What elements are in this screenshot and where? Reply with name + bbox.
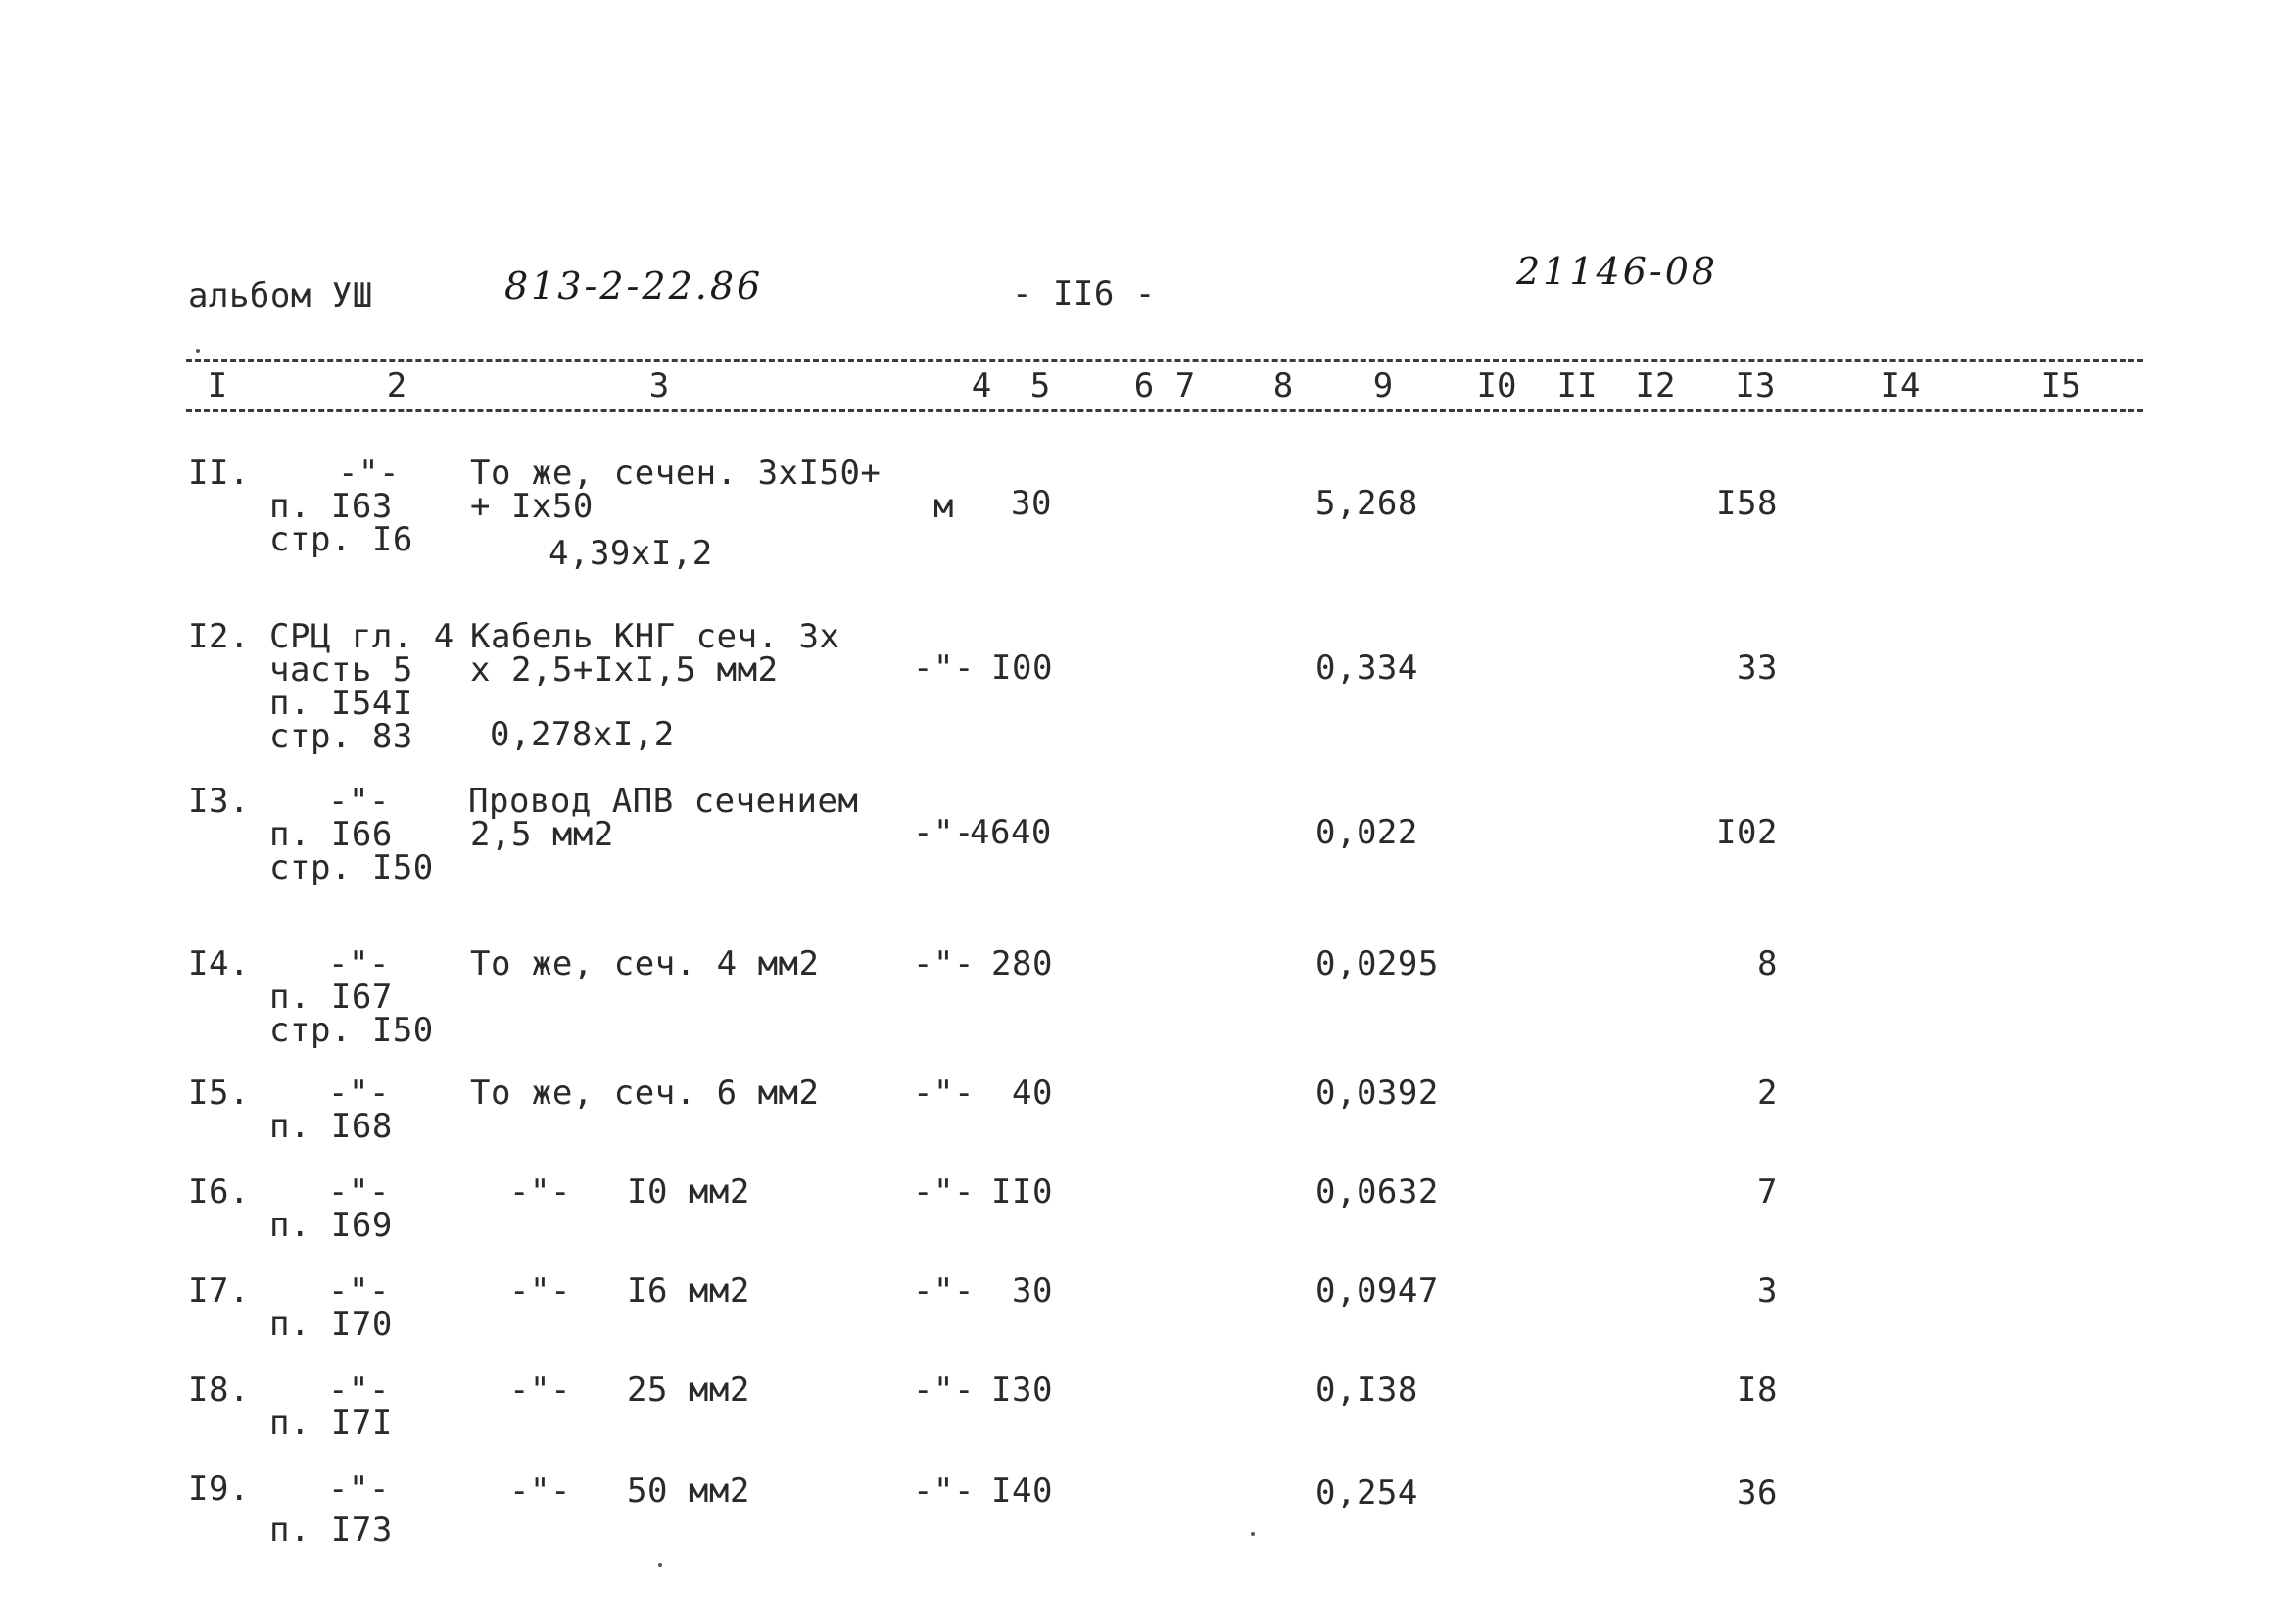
row-description: То же, сеч. 4 мм2 (470, 944, 820, 983)
row-quantity: II0 (991, 1172, 1053, 1212)
scan-speck (1251, 1532, 1255, 1536)
row-reference: -"- (338, 454, 400, 493)
column-number: 7 (1174, 366, 1196, 406)
row-description: То же, сечен. 3хI50+ (470, 454, 882, 493)
row-unit: -"- (913, 1172, 975, 1212)
row-total: 33 (1737, 648, 1778, 688)
page-number: - II6 - (1012, 274, 1156, 313)
row-unit-weight: 0,022 (1315, 813, 1418, 852)
row-unit-weight: 0,334 (1315, 648, 1418, 688)
row-reference: СРЦ гл. 4 (269, 617, 454, 656)
row-total: I02 (1716, 813, 1778, 852)
column-number: 9 (1372, 366, 1394, 406)
row-total: 2 (1757, 1074, 1778, 1113)
row-reference: п. I68 (269, 1107, 393, 1146)
row-quantity: I00 (991, 648, 1053, 688)
row-unit: -"- (913, 1074, 975, 1113)
row-unit: -"- (913, 1370, 975, 1409)
row-number: I9. (188, 1469, 250, 1508)
row-description: 0,278хI,2 (490, 715, 675, 754)
row-reference: п. I67 (269, 978, 393, 1017)
row-unit-weight: 0,0947 (1315, 1271, 1439, 1311)
row-unit: -"- (913, 1471, 975, 1510)
row-reference: -"- (328, 1370, 390, 1409)
row-description: Провод АПВ сечением (468, 782, 859, 821)
column-number: I5 (2040, 366, 2081, 406)
column-number: 5 (1029, 366, 1051, 406)
row-reference: -"- (328, 944, 390, 983)
row-reference: стр. I6 (269, 520, 413, 559)
row-description: х 2,5+IхI,5 мм2 (470, 650, 779, 690)
row-total: 8 (1757, 944, 1778, 983)
row-number: I8. (188, 1370, 250, 1409)
row-number: I2. (188, 617, 250, 656)
row-description: Кабель КНГ сеч. 3х (470, 617, 840, 656)
row-reference: -"- (328, 1469, 390, 1508)
row-description: 2,5 мм2 (470, 815, 614, 854)
row-reference: п. I70 (269, 1305, 393, 1344)
row-description: -"- (509, 1370, 571, 1409)
column-number: I4 (1880, 366, 1921, 406)
row-number: I3. (188, 782, 250, 821)
row-reference: стр. 83 (269, 717, 413, 756)
column-number: I (207, 366, 228, 406)
row-quantity: 30 (1012, 1271, 1053, 1311)
row-unit: -"- (913, 813, 975, 852)
row-quantity: 40 (1012, 1074, 1053, 1113)
row-unit: -"- (913, 648, 975, 688)
row-description: I0 мм2 (627, 1172, 750, 1212)
row-unit: -"- (913, 944, 975, 983)
row-description: 4,39хI,2 (549, 534, 713, 573)
row-reference: -"- (328, 782, 390, 821)
row-reference: п. I54I (269, 684, 413, 723)
column-number: 2 (386, 366, 407, 406)
row-reference: п. I66 (269, 815, 393, 854)
row-unit-weight: 0,254 (1315, 1473, 1418, 1512)
scan-speck (196, 349, 200, 353)
row-reference: п. I69 (269, 1206, 393, 1245)
row-description: То же, сеч. 6 мм2 (470, 1074, 820, 1113)
row-quantity: I40 (991, 1471, 1053, 1510)
row-reference: -"- (328, 1172, 390, 1212)
row-number: II. (188, 454, 250, 493)
row-reference: часть 5 (269, 650, 413, 690)
row-reference: -"- (328, 1074, 390, 1113)
header-top-rule (186, 359, 2143, 362)
row-total: 36 (1737, 1473, 1778, 1512)
row-description: I6 мм2 (627, 1271, 750, 1311)
column-number: I3 (1735, 366, 1776, 406)
row-unit-weight: 0,I38 (1315, 1370, 1418, 1409)
row-unit-weight: 5,268 (1315, 484, 1418, 523)
row-number: I4. (188, 944, 250, 983)
row-description: + Iх50 (470, 487, 594, 526)
column-number: 6 (1133, 366, 1155, 406)
album-label: альбом УШ (188, 276, 373, 315)
row-total: 3 (1757, 1271, 1778, 1311)
row-number: I5. (188, 1074, 250, 1113)
row-reference: -"- (328, 1271, 390, 1311)
row-description: 25 мм2 (627, 1370, 750, 1409)
row-unit-weight: 0,0392 (1315, 1074, 1439, 1113)
row-total: I58 (1716, 484, 1778, 523)
column-number: I2 (1635, 366, 1676, 406)
row-quantity: 30 (1011, 484, 1052, 523)
scan-speck (658, 1563, 662, 1567)
row-unit: -"- (913, 1271, 975, 1311)
row-reference: п. I7I (269, 1404, 393, 1443)
column-number: II (1556, 366, 1598, 406)
column-number: 3 (648, 366, 670, 406)
row-unit: м (933, 487, 954, 526)
row-number: I6. (188, 1172, 250, 1212)
row-reference: стр. I50 (269, 1011, 434, 1050)
row-description: -"- (509, 1471, 571, 1510)
row-quantity: 4640 (970, 813, 1052, 852)
row-quantity: 280 (991, 944, 1053, 983)
row-description: -"- (509, 1271, 571, 1311)
row-reference: стр. I50 (269, 848, 434, 887)
column-number: 4 (971, 366, 992, 406)
document-code: 813-2-22.86 (504, 264, 764, 308)
registration-number: 21146-08 (1516, 250, 1719, 293)
header-bottom-rule (186, 409, 2143, 412)
row-unit-weight: 0,0295 (1315, 944, 1439, 983)
column-number: 8 (1272, 366, 1294, 406)
row-description: -"- (509, 1172, 571, 1212)
row-total: 7 (1757, 1172, 1778, 1212)
row-reference: п. I63 (269, 487, 393, 526)
column-number: I0 (1476, 366, 1517, 406)
row-total: I8 (1737, 1370, 1778, 1409)
row-reference: п. I73 (269, 1510, 393, 1550)
row-number: I7. (188, 1271, 250, 1311)
row-quantity: I30 (991, 1370, 1053, 1409)
row-description: 50 мм2 (627, 1471, 750, 1510)
row-unit-weight: 0,0632 (1315, 1172, 1439, 1212)
